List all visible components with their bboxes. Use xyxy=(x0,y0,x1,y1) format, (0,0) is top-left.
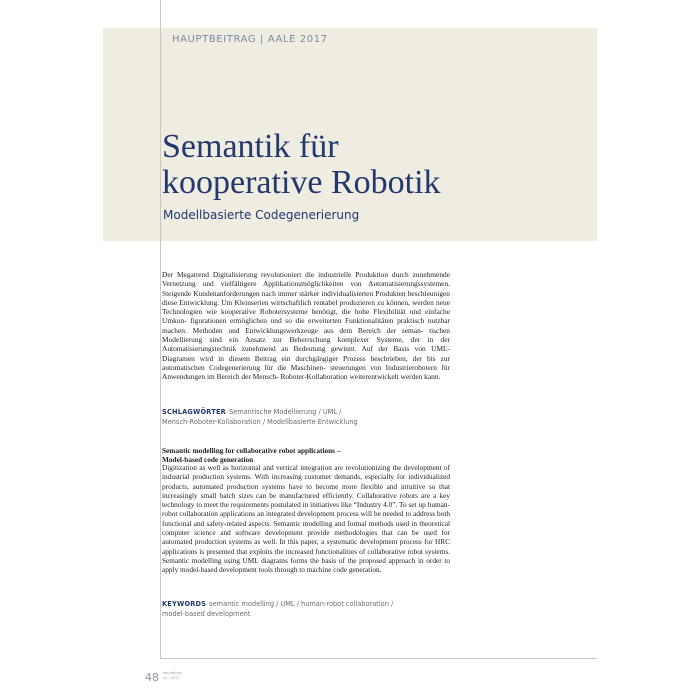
abstract-en-line: especially for individualized products, automated production systems have to xyxy=(162,472,451,491)
abstract-de-line: Roboter-Kollaboration weiterentwickelt werden kann. xyxy=(280,372,441,382)
article-title xyxy=(162,129,441,201)
title-line-2: kooperative Robotik xyxy=(162,164,441,201)
footer-rule xyxy=(160,658,597,659)
abstract-de-line: figurationen ermöglichen und so die erweiterten Funktionalitäten praktisch nutzbar xyxy=(190,316,450,326)
german-keywords xyxy=(162,408,462,427)
abstract-en-line: requirements postulated in initiatives like “Industry 4.0”. To set up human-robot xyxy=(162,500,450,519)
abstract-en-line: become more flexible and intuitive so that increasingly small batch sizes can be xyxy=(162,481,451,500)
journal-info xyxy=(163,671,193,680)
english-title xyxy=(162,446,452,464)
abstract-de-line: machen. Methoden und Entwicklungswerkzeuge aus dem Bereich der seman- xyxy=(162,325,424,335)
keywords-en-line-2: model-based development xyxy=(162,609,251,618)
abstract-de-line: zunehmende Vernetzung und vielfältigere Applikationsmöglichkeiten von xyxy=(162,270,451,289)
journal-line-1: atp edition xyxy=(163,671,182,675)
abstract-en-line: exploits the increased functionalities of collaborative robot systems. Semantic xyxy=(162,546,450,565)
abstract-de-line: steuerungen von Industrierobotern für Anwendungen im Bereich der Mensch- xyxy=(162,362,450,382)
abstract-de-line: beschrieben, der bis zur automatischen Codegenerierung für die Maschinen- xyxy=(162,353,450,372)
abstract-en-line: methodologies that can be used for automated production systems as well. In this xyxy=(162,528,450,547)
abstract-de-line: wirtschaftlich rentabel produzieren zu können, werden neue Technologien wie xyxy=(162,297,450,317)
keywords-en-line-1: semantic modelling / UML / human-robot collaboration / xyxy=(209,600,394,608)
abstract-de-line: individualisierten Produkten beschleunigen diese Entwicklung. Um Kleinserien xyxy=(162,288,450,307)
abstract-en-line: paper, a systematic development process for HRC applications is presented that xyxy=(162,537,451,556)
page-number: 48 xyxy=(145,671,159,684)
title-line-1: Semantik für xyxy=(162,128,339,165)
abstract-en-line: manufactured efficiently. Collaborative robots are a key technology to meet the xyxy=(162,490,450,510)
abstract-de-line: kooperative Robotersysteme benötigt, die hohe Flexibilität und einfache Umkon- xyxy=(162,307,450,326)
abstract-de-line: in der Automatisierungstechnik zunehmend an Bedeutung gewinnt. Auf der xyxy=(162,335,450,354)
abstract-en-line: Digitization as well as horizontal and vertical integration are revolutionizing the xyxy=(162,463,402,472)
abstract-en-line: modelling using UML diagrams forms the basis of the proposed approach in order xyxy=(191,555,442,565)
keywords-de-line-1: Semantische Modellierung / UML / xyxy=(228,408,342,416)
keywords-de-label: SCHLAGWÖRTER xyxy=(162,408,226,416)
keywords-en-label: KEYWORDS xyxy=(162,600,207,608)
abstract-en-line: methods used in theoretical computer science and software development provide xyxy=(162,518,450,538)
abstract-en-line: to apply model-based development tools through to machine code generation. xyxy=(162,555,450,575)
abstract-en-line: address both functional and safety-related aspects. Semantic modelling and formal xyxy=(162,509,450,528)
article-subtitle: Modellbasierte Codegenerierung xyxy=(163,208,360,222)
english-title-line-1: Semantic modelling for collaborative robot applications – xyxy=(162,446,341,455)
english-keywords xyxy=(162,600,462,619)
abstract-de-line: Der Megatrend Digitalisierung revolutioniert die industrielle Produktion durch xyxy=(162,270,409,279)
abstract-de-line: tischen Modellierung sind ein Ansatz zur Beherrschung komplexer Systeme, der xyxy=(162,325,450,345)
english-abstract xyxy=(162,463,450,575)
section-label: HAUPTBEITRAG | AALE 2017 xyxy=(172,34,328,45)
abstract-de-line: Basis von UML-Diagramen wird in diesem Beitrag ein durchgängiger Prozess xyxy=(162,344,450,363)
german-abstract xyxy=(162,270,450,382)
margin-rule-vertical xyxy=(160,0,161,658)
abstract-en-line: development of industrial production systems. With increasing customer demands, xyxy=(162,463,450,482)
journal-line-2: 11 / 2017 xyxy=(163,675,180,680)
abstract-en-line: collaboration applications an integrated development process will be needed to xyxy=(179,509,412,519)
abstract-de-line: Automatisierungssystemen. Steigende Kundenanforderungen nach immer stärker xyxy=(162,279,450,298)
english-title-line-2: Model-based code generation xyxy=(162,455,254,464)
keywords-de-line-2: Mensch-Roboter-Kollaboration / Modellbasierte Entwicklung xyxy=(162,417,358,426)
